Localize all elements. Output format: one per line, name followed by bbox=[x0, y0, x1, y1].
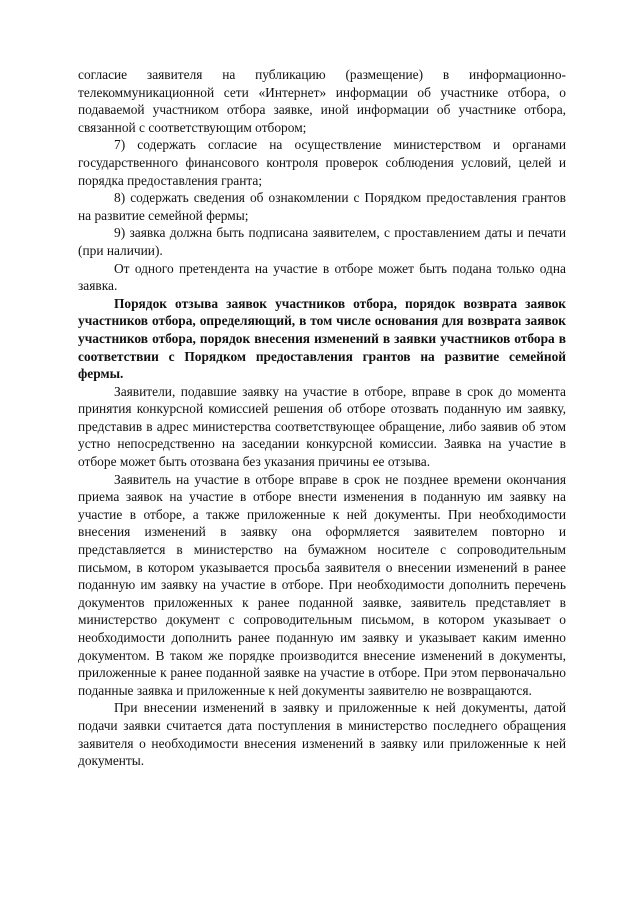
section-heading-withdrawal: Порядок отзыва заявок участников отбора, порядок возврата заявок участников отбора, определяющий, в том числе основания для возврата заявок участников отбора, порядок внесения изменений в заявки участников отбора в соответствии с Порядком предоставления грантов на развитие семейной фермы. bbox=[78, 295, 566, 382]
paragraph-item-8: 8) содержать сведения об ознакомлении с Порядком предоставления грантов на развитие семейной фермы; bbox=[78, 190, 566, 223]
paragraph-amendments: Заявитель на участие в отборе вправе в срок не позднее времени окончания приема заявок на участие в отборе внести изменения в поданную им заявку на участие в отборе, а также приложенные к ней документы. При необходимости внесения изменений в заявку она оформляется заявителем повторно и представляется в министерство на бумажном носителе с сопроводительным письмом, в котором указывается просьба заявителя о внесении изменений в ранее поданную им заявку на участие в отборе. При необходимости дополнить перечень документов приложенных к ранее поданной заявке, заявитель представляет в министерство документ с сопроводительным письмом, в котором указывает о необходимости дополнить ранее поданную им заявку и указывает каким именно документом. В таком же порядке производится внесение изменений в документы, приложенные к ранее поданной заявке на участие в отборе. При этом первоначально поданные заявка и приложенные к ней документы заявителю не возвращаются. bbox=[78, 471, 566, 698]
paragraph-item-7: 7) содержать согласие на осуществление министерством и органами государственного финансового контроля проверок соблюдения условий, целей и порядка предоставления гранта; bbox=[78, 137, 566, 188]
document-page bbox=[78, 66, 566, 770]
paragraph-one-application: От одного претендента на участие в отборе может быть подана только одна заявка. bbox=[78, 260, 566, 294]
paragraph-submission-date: При внесении изменений в заявку и приложенные к ней документы, датой подачи заявки считается дата поступления в министерство последнего обращения заявителя о необходимости внесения изменений в заявку или приложенные к ней документы. bbox=[78, 700, 566, 769]
paragraph-withdrawal: Заявители, подавшие заявку на участие в отборе, вправе в срок до момента принятия конкурсной комиссией решения об отборе отозвать поданную им заявку, представив в адрес министерства соответствующее обращение, либо заявив об этом устно непосредственно на заседании конкурсной комиссии. Заявка на участие в отборе может быть отозвана без указания причины ее отзыва. bbox=[78, 383, 566, 470]
paragraph-consent-publication: согласие заявителя на публикацию (размещение) в информационно-телекоммуникационной сети «Интернет» информации об участнике отбора, о подаваемой участником отбора заявке, иной информации об участнике отбора, связанной с соответствующим отбором; bbox=[78, 67, 566, 135]
paragraph-item-9: 9) заявка должна быть подписана заявителем, с проставлением даты и печати (при наличии). bbox=[78, 225, 566, 258]
